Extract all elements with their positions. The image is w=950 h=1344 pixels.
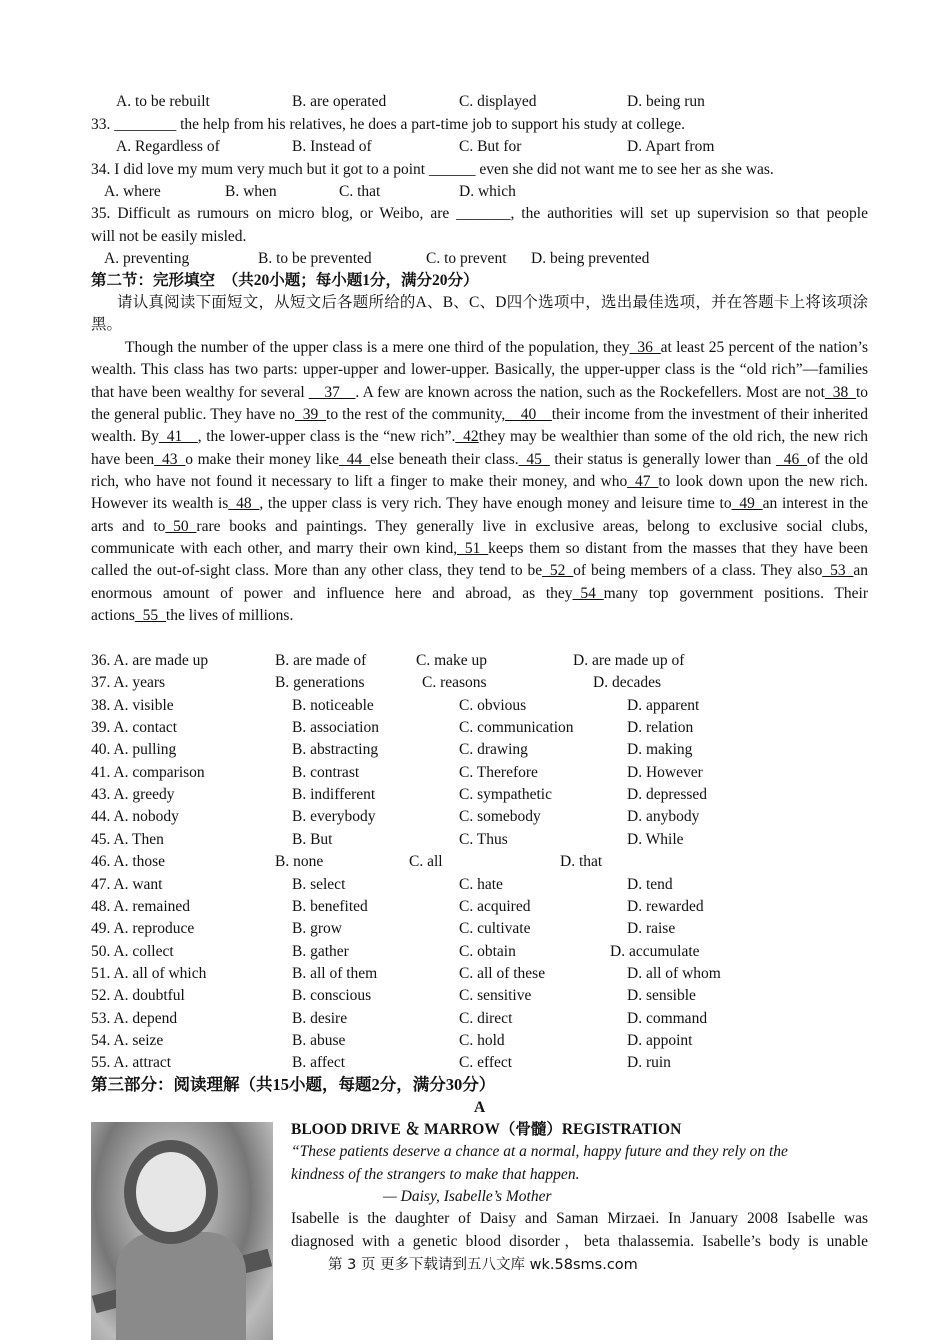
section3-heading: 第三部分：阅读理解（共15小题，每题2分，满分30分） [91, 1075, 496, 1094]
passage-text: an interest in the arts and to [91, 495, 869, 535]
question-33: 33. ________ the help from his relatives, he does a part-time job to support his study at college. [91, 116, 686, 133]
cloze-14-option-2: C. all of these [459, 965, 546, 982]
q32-option-0: A. to be rebuilt [116, 93, 210, 110]
cloze-3-option-3: D. relation [627, 719, 694, 736]
cloze-18-option-3: D. ruin [627, 1054, 671, 1071]
cloze-blank: _49_ [731, 495, 763, 513]
passage-text: their income from the investment of their inherited wealth. By [91, 406, 868, 446]
cloze-16-option-0: 53. A. depend [91, 1010, 178, 1027]
cloze-11-option-0: 48. A. remained [91, 898, 191, 915]
cloze-blank: _42 [455, 428, 479, 446]
cloze-14-option-3: D. all of whom [627, 965, 721, 982]
cloze-10-option-2: C. hate [459, 876, 503, 893]
passage-text: o make their money like [185, 450, 339, 468]
cloze-15-option-2: C. sensitive [459, 987, 532, 1004]
cloze-10-option-3: D. tend [627, 876, 673, 893]
cloze-12-option-0: 49. A. reproduce [91, 920, 195, 937]
cloze-1-option-0: 37. A. years [91, 674, 166, 691]
cloze-18-option-1: B. affect [292, 1054, 346, 1071]
question-35: 35. Difficult as rumours on micro blog, or Weibo, are _______, the authorities will set up supervision so that people [91, 205, 868, 222]
cloze-9-option-1: B. none [275, 853, 324, 870]
cloze-11-option-1: B. benefited [292, 898, 368, 915]
cloze-16-option-1: B. desire [292, 1010, 348, 1027]
passage-text: to the rest of the community, [326, 406, 506, 424]
cloze-2-option-0: 38. A. visible [91, 697, 174, 714]
cloze-4-option-2: C. drawing [459, 741, 528, 758]
cloze-blank: __40__ [505, 406, 552, 424]
cloze-8-option-3: D. While [627, 831, 684, 848]
cloze-13-option-2: C. obtain [459, 943, 516, 960]
cloze-1-option-1: B. generations [275, 674, 365, 691]
passage-text: , the upper class is very rich. They have enough money and leisure time to [259, 495, 732, 513]
cloze-15-option-1: B. conscious [292, 987, 372, 1004]
passage-text: an enormous amount of power and influence here and abroad, as they [91, 562, 868, 602]
article-quote: “These patients deserve a chance at a normal, happy future and they rely on the [291, 1143, 788, 1160]
passage-text: the lives of millions. [165, 607, 294, 625]
cloze-17-option-3: D. appoint [627, 1032, 693, 1049]
cloze-7-option-1: B. everybody [292, 808, 376, 825]
passage-text: they may be wealthier than some of the old rich, the new rich have been [91, 428, 868, 468]
cloze-1-option-3: D. decades [593, 674, 661, 691]
cloze-blank: _55_ [134, 607, 166, 625]
article-body-cont: diagnosed with a genetic blood disorder，beta thalassemia. Isabelle’s body is unable [291, 1233, 868, 1250]
cloze-3-option-2: C. communication [459, 719, 574, 736]
article-attribution: — Daisy, Isabelle’s Mother [383, 1188, 552, 1205]
q34-option-3: D. which [459, 183, 516, 200]
cloze-8-option-0: 45. A. Then [91, 831, 164, 848]
q35-option-2: C. to prevent [426, 250, 507, 267]
cloze-6-option-3: D. depressed [627, 786, 708, 803]
cloze-4-option-3: D. making [627, 741, 693, 758]
cloze-0-option-3: D. are made up of [573, 652, 685, 669]
passage-text: , the lower-upper class is the “new rich”. [197, 428, 456, 446]
cloze-blank: _52_ [542, 562, 574, 580]
passage-text: else beneath their class. [369, 450, 519, 468]
q33-option-3: D. Apart from [627, 138, 715, 155]
passage-text: many top government positions. Their actions [91, 584, 869, 625]
cloze-4-option-0: 40. A. pulling [91, 741, 177, 758]
cloze-blank: _41__ [158, 428, 198, 446]
passage-text: keeps them so distant from the masses that they have been called the out-of-sight class. More than any other class, they tend to be [91, 540, 868, 580]
cloze-6-option-0: 43. A. greedy [91, 786, 175, 803]
cloze-blank: _54_ [572, 584, 604, 602]
passage-text: rare books and paintings. They generally live in exclusive areas, belong to exclusive social clubs, communicate with each other, and marry their own kind, [91, 517, 868, 558]
cloze-12-option-1: B. grow [292, 920, 342, 937]
cloze-14-option-1: B. all of them [292, 965, 378, 982]
page-footer: 第 3 页 更多下载请到五八文库 wk.58sms.com [328, 1257, 638, 1273]
section2-instruction: 请认真阅读下面短文，从短文后各题所给的A、B、C、D四个选项中，选出最佳选项，并在答题卡上将该项涂黑。 [91, 294, 868, 334]
passage-text: at least 25 percent of the nation’s wealth. This class has two parts: upper-upper and lower-upper. Basically, the upper-upper class is the “old rich”—families that have been wealthy for several [91, 339, 868, 401]
cloze-6-option-1: B. indifferent [292, 786, 376, 803]
q33-option-0: A. Regardless of [116, 138, 220, 155]
cloze-9-option-0: 46. A. those [91, 853, 166, 870]
cloze-14-option-0: 51. A. all of which [91, 965, 207, 982]
q35-option-0: A. preventing [104, 250, 190, 267]
question-34: 34. I did love my mum very much but it got to a point ______ even she did not want me to see her as she was. [91, 161, 774, 178]
passage-text: to look down upon the new rich. However its wealth is [91, 473, 868, 513]
article-body: Isabelle is the daughter of Daisy and Saman Mirzaei. In January 2008 Isabelle was [291, 1210, 868, 1227]
cloze-10-option-1: B. select [292, 876, 346, 893]
cloze-17-option-1: B. abuse [292, 1032, 346, 1049]
q32-option-3: D. being run [627, 93, 705, 110]
cloze-8-option-1: B. But [292, 831, 333, 848]
cloze-blank: __37__ [308, 383, 356, 401]
cloze-blank: _46_ [776, 450, 807, 468]
cloze-0-option-1: B. are made of [275, 652, 367, 669]
cloze-6-option-2: C. sympathetic [459, 786, 552, 803]
passage-text: of the old rich, who have not found it necessary to lift a finger to make their money, and who [91, 450, 868, 491]
cloze-3-option-1: B. association [292, 719, 379, 736]
cloze-18-option-0: 55. A. attract [91, 1054, 172, 1071]
cloze-16-option-3: D. command [627, 1010, 708, 1027]
cloze-passage [91, 337, 868, 627]
cloze-blank: _45_ [518, 450, 550, 468]
cloze-blank: _50_ [165, 517, 197, 535]
cloze-4-option-1: B. abstracting [292, 741, 379, 758]
cloze-7-option-2: C. somebody [459, 808, 541, 825]
question-35-cont: will not be easily misled. [91, 228, 247, 245]
cloze-2-option-3: D. apparent [627, 697, 700, 714]
q35-option-1: B. to be prevented [258, 250, 372, 267]
cloze-5-option-2: C. Therefore [459, 764, 538, 781]
cloze-3-option-0: 39. A. contact [91, 719, 178, 736]
cloze-13-option-1: B. gather [292, 943, 349, 960]
cloze-16-option-2: C. direct [459, 1010, 513, 1027]
cloze-17-option-2: C. hold [459, 1032, 505, 1049]
cloze-18-option-2: C. effect [459, 1054, 513, 1071]
q34-option-0: A. where [104, 183, 161, 200]
passage-text: Though the number of the upper class is a mere one third of the population, they [125, 339, 630, 356]
cloze-12-option-3: D. raise [627, 920, 676, 937]
cloze-blank: _39_ [295, 406, 327, 424]
q34-option-1: B. when [225, 183, 277, 200]
passage-text: to the general public. They have no [91, 383, 868, 424]
cloze-12-option-2: C. cultivate [459, 920, 531, 937]
part-label: A [474, 1099, 486, 1116]
cloze-5-option-1: B. contrast [292, 764, 360, 781]
q35-option-3: D. being prevented [531, 250, 650, 267]
passage-text: of being members of a class. They also [573, 562, 823, 580]
cloze-5-option-3: D. However [627, 764, 703, 781]
section2-heading: 第二节：完形填空 （共20小题；每小题1分，满分20分） [91, 272, 479, 289]
cloze-10-option-0: 47. A. want [91, 876, 163, 893]
q33-option-1: B. Instead of [292, 138, 372, 155]
cloze-blank: _47_ [627, 473, 659, 491]
q34-option-2: C. that [339, 183, 381, 200]
cloze-blank: _51_ [457, 540, 489, 558]
cloze-7-option-0: 44. A. nobody [91, 808, 179, 825]
cloze-2-option-1: B. noticeable [292, 697, 374, 714]
cloze-9-option-2: C. all [409, 853, 443, 870]
q32-option-1: B. are operated [292, 93, 387, 110]
cloze-blank: _44_ [338, 450, 370, 468]
cloze-7-option-3: D. anybody [627, 808, 700, 825]
cloze-2-option-2: C. obvious [459, 697, 527, 714]
cloze-15-option-3: D. sensible [627, 987, 696, 1004]
cloze-9-option-3: D. that [560, 853, 603, 870]
passage-text: their status is generally lower than [549, 450, 776, 468]
cloze-0-option-0: 36. A. are made up [91, 652, 209, 669]
article-quote-cont: kindness of the strangers to make that happen. [291, 1166, 580, 1183]
cloze-11-option-2: C. acquired [459, 898, 531, 915]
cloze-blank: _48_ [228, 495, 260, 513]
cloze-17-option-0: 54. A. seize [91, 1032, 164, 1049]
cloze-0-option-2: C. make up [416, 652, 488, 669]
cloze-blank: _43_ [154, 450, 186, 468]
cloze-8-option-2: C. Thus [459, 831, 508, 848]
cloze-blank: _36_ [629, 339, 661, 356]
cloze-15-option-0: 52. A. doubtful [91, 987, 185, 1004]
cloze-blank: _38_ [824, 383, 856, 401]
cloze-13-option-0: 50. A. collect [91, 943, 174, 960]
cloze-5-option-0: 41. A. comparison [91, 764, 205, 781]
passage-text: . A few are known across the nation, such as the Rockefellers. Most are not [355, 383, 825, 401]
cloze-blank: _53_ [822, 562, 854, 580]
article-title: BLOOD DRIVE ＆ MARROW（骨髓）REGISTRATION [291, 1121, 682, 1138]
girl-photo [91, 1122, 273, 1340]
cloze-1-option-2: C. reasons [422, 674, 487, 691]
q32-option-2: C. displayed [459, 93, 537, 110]
cloze-13-option-3: D. accumulate [610, 943, 700, 960]
q33-option-2: C. But for [459, 138, 522, 155]
cloze-11-option-3: D. rewarded [627, 898, 704, 915]
